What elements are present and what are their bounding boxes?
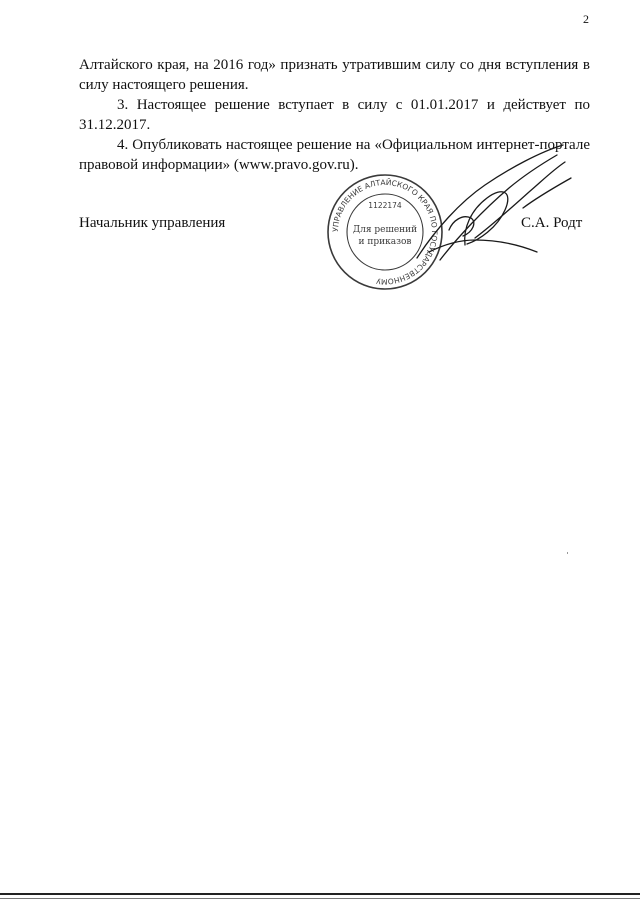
scan-speck	[567, 552, 568, 554]
page-number: 2	[583, 12, 589, 26]
scan-bottom-edge	[0, 893, 640, 895]
paragraph-continuation: Алтайского края, на 2016 год» признать утратившим силу со дня вступления в силу настоящего решения.	[79, 57, 590, 93]
scan-bottom-edge-shadow	[0, 898, 640, 899]
signatory-name: С.А. Родт	[521, 215, 583, 231]
handwritten-signature	[405, 140, 575, 280]
paragraph-item-4: 4. Опубликовать настоящее решение на «Официальном интернет-портале правовой информации» (www.pravo.gov.ru).	[79, 137, 590, 173]
stamp-center-line-2: и приказов	[358, 237, 412, 247]
stamp-digits: 1122174	[368, 201, 402, 210]
signatory-position: Начальник управления	[79, 215, 226, 231]
stamp-center-line-1: Для решений	[352, 225, 418, 235]
paragraph-item-3: 3. Настоящее решение вступает в силу с 01.01.2017 и действует по 31.12.2017.	[79, 97, 590, 133]
stamp-ring-text: УПРАВЛЕНИЕ АЛТАЙСКОГО КРАЯ ПО ГОСУДАРСТВЕННОМУ	[330, 177, 440, 287]
